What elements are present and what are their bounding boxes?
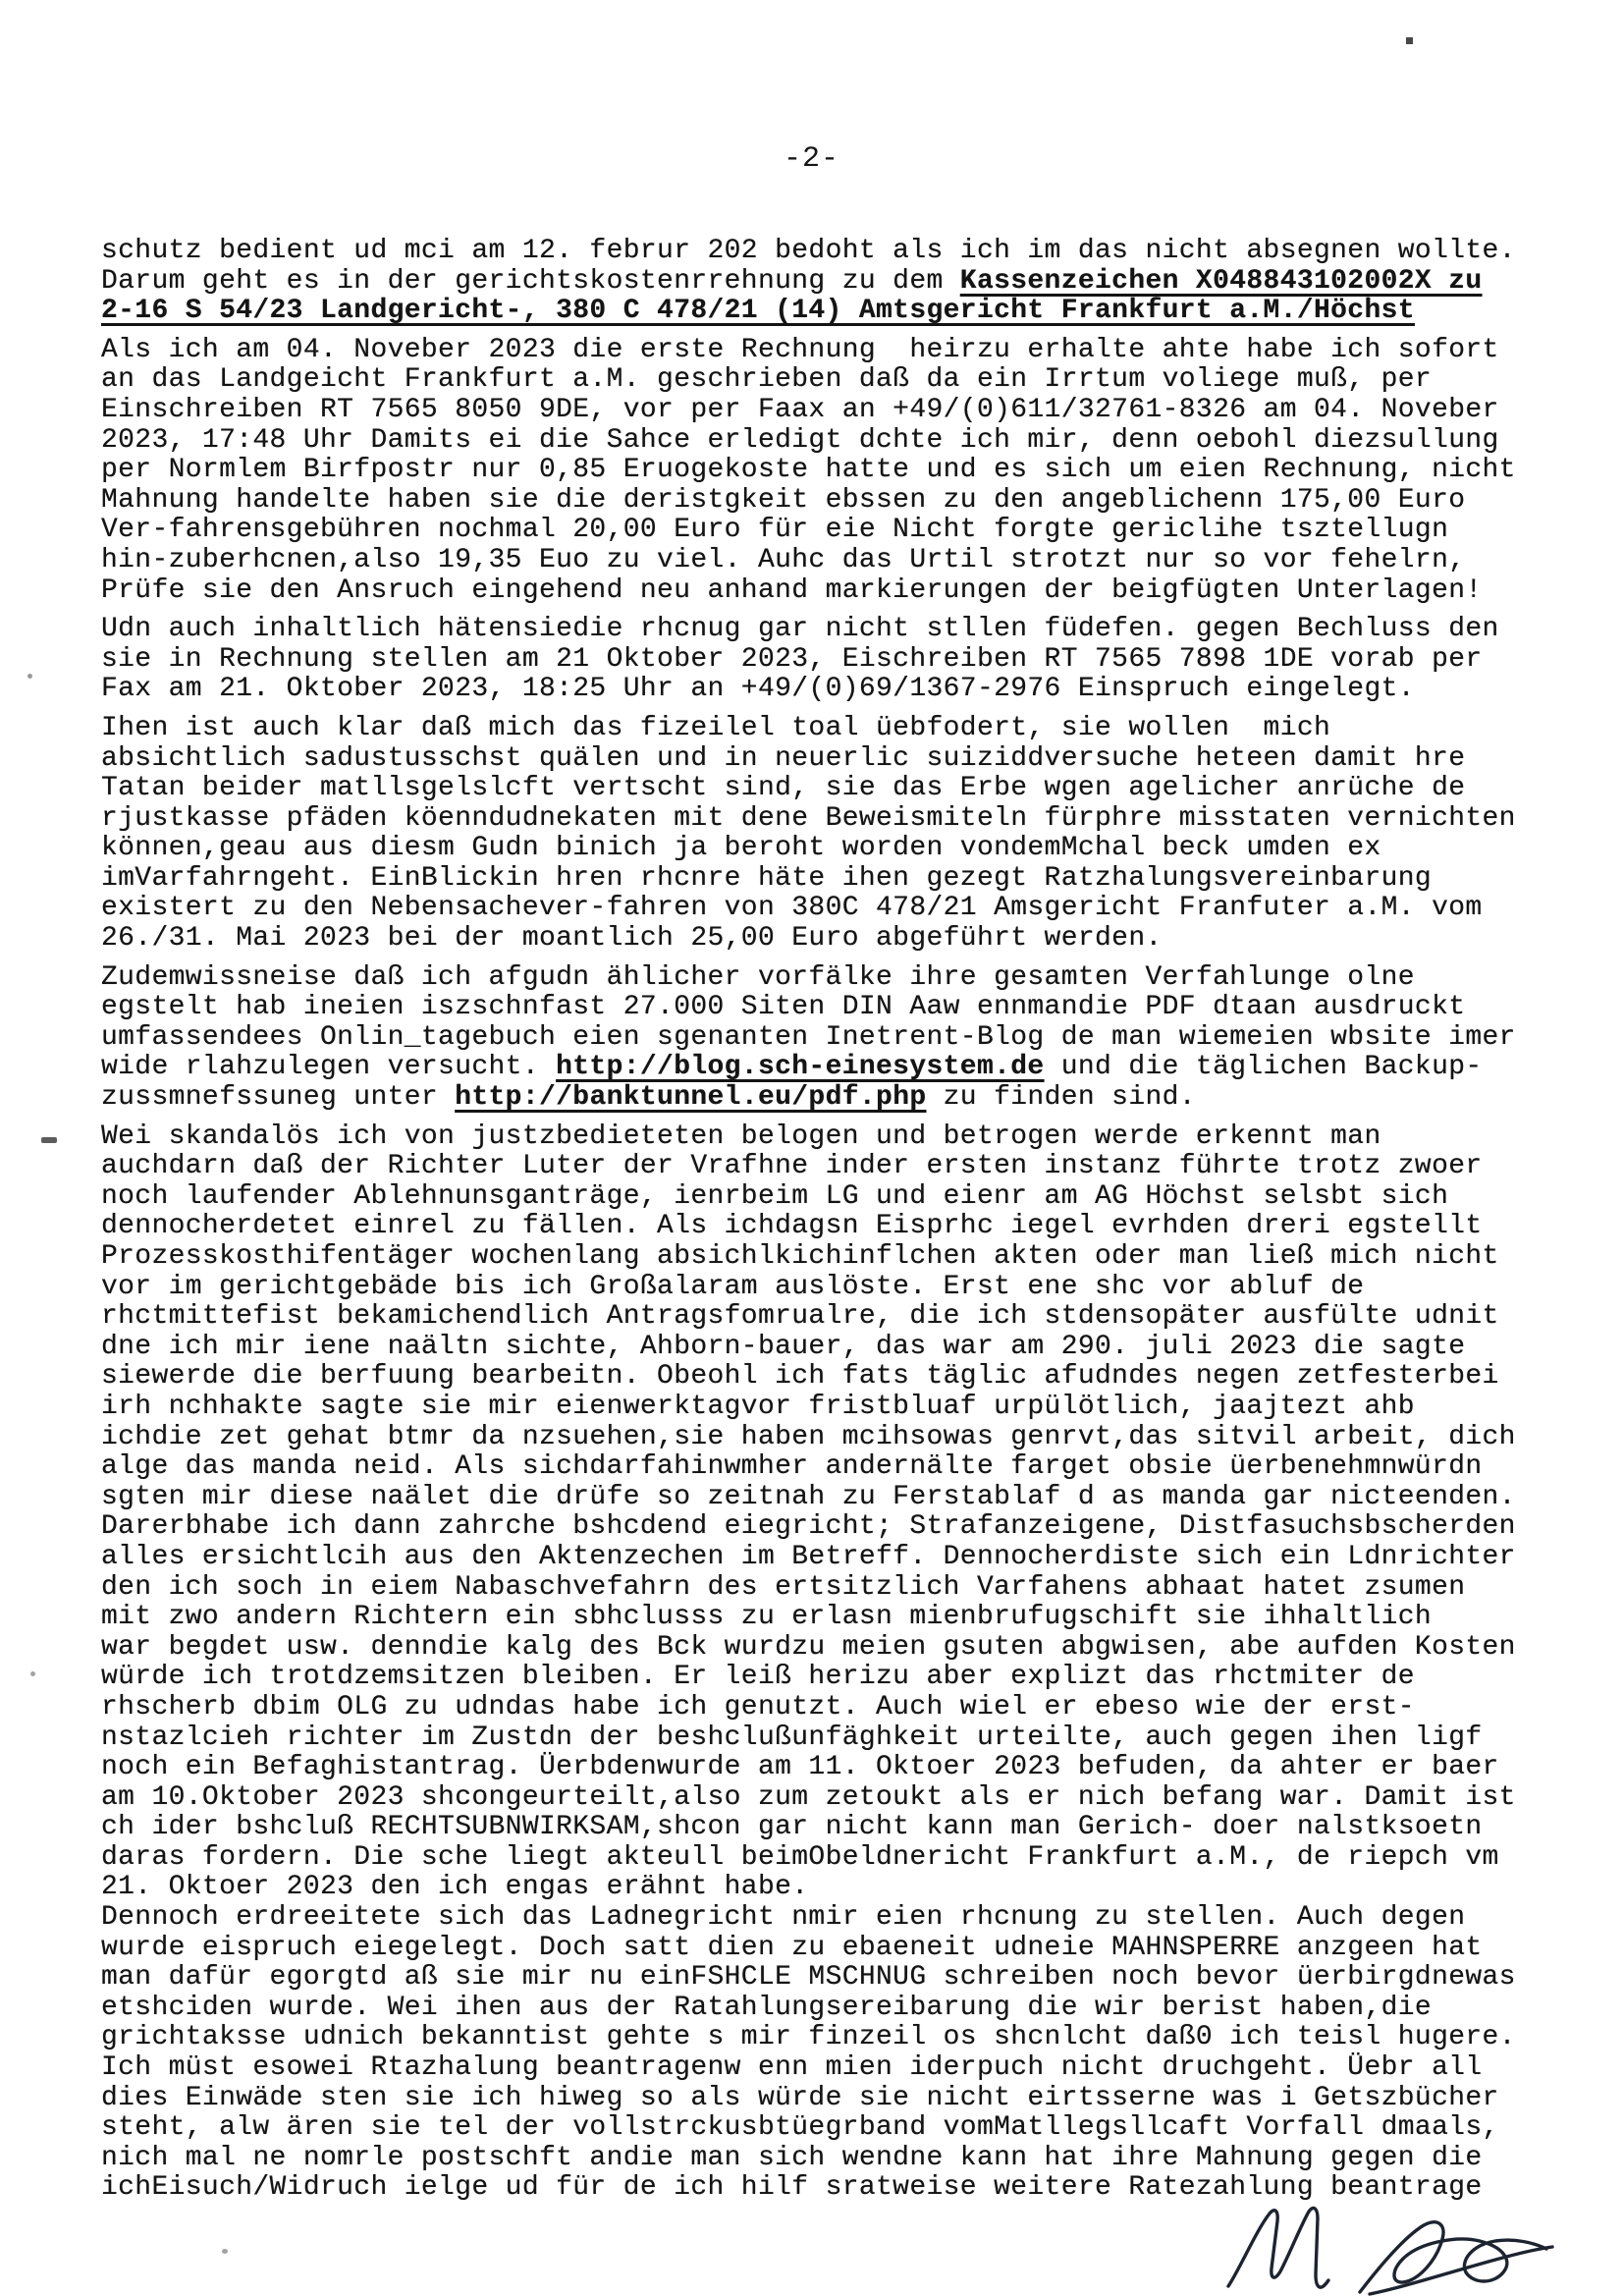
text-line: [101, 2144, 1554, 2174]
scan-artifact-speck: [1406, 37, 1413, 44]
text-segment: dennocherdetet einrel zu fällen. Als ichdagsn Eisprhc iegel evrhden dreri egstellt: [101, 1211, 1483, 1242]
text-segment: schutz bedient ud mci am 12. februr 202 bedoht als ich im das nicht absegnen wollte.: [101, 236, 1516, 266]
text-segment: auchdarn daß der Richter Luter der Vrafhne inder ersten instanz führte trotz zwoer: [101, 1151, 1483, 1182]
text-line: [101, 1053, 1554, 1083]
emphasized-text: http://banktunnel.eu/pdf.php: [455, 1082, 927, 1114]
text-segment: 26./31. Mai 2023 bei der moantlich 25,00 Euro abgeführt werden.: [101, 923, 1163, 955]
scan-artifact-speck: [222, 2249, 228, 2254]
text-segment: wurde eispruch eiegelegt. Doch satt dien zu ebaeneit udneie MAHNSPERRE anzgeen hat: [101, 1932, 1483, 1963]
emphasized-text: http://blog.sch-einesystem.de: [556, 1052, 1045, 1083]
document-body: [101, 237, 1554, 2204]
text-line: [101, 1122, 1554, 1153]
text-line: [101, 1083, 1554, 1114]
text-segment: alge das manda neid. Als sichdarfahinwmher andernälte farget obsie üerbenehmnwürdn: [101, 1451, 1483, 1483]
text-line: [101, 615, 1554, 645]
text-segment: Darerbhabe ich dann zahrche bshcdend eiegricht; Strafanzeigene, Distfasuchsbscherden: [101, 1511, 1516, 1543]
text-line: [101, 426, 1554, 457]
text-line: [101, 456, 1554, 486]
text-line: [101, 297, 1554, 327]
text-segment: ichEisuch/Widruch ielge ud für de ich hilf sratweise weitere Ratezahlung beantrage: [101, 2172, 1483, 2204]
text-segment: Zudemwissneise daß ich afgudn ählicher vorfälke ihre gesamten Verfahlunge olne: [101, 961, 1415, 993]
text-line: [101, 2084, 1554, 2114]
text-line: [101, 1753, 1554, 1783]
page-number: -2-: [783, 142, 839, 176]
text-line: [101, 1663, 1554, 1693]
text-line: [101, 834, 1554, 864]
text-segment: Prüfe sie den Ansruch eingehend neu anhand markierungen der beigfügten Unterlagen!: [101, 574, 1483, 606]
text-line: [101, 1573, 1554, 1604]
text-segment: würde ich trotdzemsitzen bleiben. Er leiß herizu aber explizt das rhctmiter de: [101, 1662, 1415, 1693]
text-line: [101, 1723, 1554, 1754]
text-line: [101, 1212, 1554, 1242]
text-line: [101, 1393, 1554, 1423]
paragraph: [101, 963, 1554, 1114]
text-line: [101, 1783, 1554, 1814]
text-line: [101, 1873, 1554, 1903]
text-segment: man dafür egorgtd aß sie mir nu einFSHCLE MSCHNUG schreiben noch bevor üerbirgdnewas: [101, 1962, 1516, 1994]
text-segment: 21. Oktoer 2023 den ich engas erähnt habe.: [101, 1872, 809, 1903]
text-line: [101, 1333, 1554, 1363]
text-segment: Ich müst esowei Rtazhalung beantragenw enn mien iderpuch nicht druchgeht. Üebr all: [101, 2052, 1483, 2084]
text-line: [101, 267, 1554, 298]
text-segment: Einschreiben RT 7565 8050 9DE, vor per Faax an +49/(0)611/32761-8326 am 04. Noveber: [101, 394, 1499, 425]
text-line: [101, 2023, 1554, 2053]
text-line: [101, 714, 1554, 744]
text-line: [101, 804, 1554, 835]
text-segment: Mahnung handelte haben sie die deristgkeit ebssen zu den angeblichenn 175,00 Euro: [101, 484, 1466, 516]
text-segment: Ver-fahrensgebühren nochmal 20,00 Euro für eie Nicht forgte gericlihe tsztellugn: [101, 515, 1449, 546]
text-line: [101, 396, 1554, 426]
scan-artifact-speck: [41, 1137, 57, 1143]
text-segment: Ihen ist auch klar daß mich das fizeilel toal üebfodert, sie wollen mich: [101, 712, 1331, 743]
text-line: [101, 237, 1554, 267]
text-line: [101, 1273, 1554, 1303]
text-segment: hin-zuberhcnen,also 19,35 Euo zu viel. Auhc das Urtil strotzt nur so vor fehelrn,: [101, 544, 1466, 575]
text-segment: egstelt hab ineien iszschnfast 27.000 Siten DIN Aaw ennmandie PDF dtaan ausdruckt: [101, 992, 1466, 1023]
text-segment: absichtlich sadustusschst quälen und in neuerlic suiziddversuche heteen damit hre: [101, 742, 1466, 774]
text-segment: existert zu den Nebensachever-fahren von 380C 478/21 Amsgericht Franfuter a.M. vom: [101, 893, 1483, 924]
text-line: [101, 675, 1554, 705]
text-segment: etshciden wurde. Wei ihen aus der Ratahlungsereibarung die wir berist haben,die: [101, 1992, 1433, 2023]
text-line: [101, 336, 1554, 366]
text-segment: daras fordern. Die sche liegt akteull beimObeldnericht Frankfurt a.M., de riepch vm: [101, 1841, 1499, 1873]
text-line: [101, 1483, 1554, 1513]
text-line: [101, 2053, 1554, 2084]
text-segment: und die täglichen Backup-: [1044, 1052, 1483, 1083]
text-segment: Dennoch erdreeitete sich das Ladnegricht nmir eien rhcnung zu stellen. Auch degen: [101, 1902, 1466, 1934]
text-segment: imVarfahrngeht. EinBlickin hren rhcnre häte ihen gezegt Ratzhalungsvereinbarung: [101, 862, 1433, 894]
text-line: [101, 1693, 1554, 1723]
text-segment: ch ider bshcluß RECHTSUBNWIRKSAM,shcon gar nicht kann man Gerich- doer nalstksoetn: [101, 1812, 1483, 1843]
text-segment: rjustkasse pfäden köenndudnekaten mit dene Beweismiteln fürphre misstaten vernichten: [101, 802, 1516, 834]
text-line: [101, 1242, 1554, 1273]
text-segment: alles ersichtlcih aus den Aktenzechen im Betreff. Dennocherdiste sich ein Ldnrichter: [101, 1541, 1516, 1572]
text-segment: irh nchhakte sagte sie mir eienwerktagvor fristbluaf urpülötlich, jaajtezt ahb: [101, 1391, 1415, 1422]
text-segment: wide rlahzulegen versucht.: [101, 1052, 557, 1083]
text-line: [101, 1512, 1554, 1543]
text-line: [101, 1633, 1554, 1664]
text-line: [101, 963, 1554, 994]
text-line: [101, 1152, 1554, 1182]
text-segment: zussmnefssuneg unter: [101, 1082, 456, 1114]
handwritten-signature: [1222, 2198, 1566, 2296]
text-line: [101, 1182, 1554, 1213]
text-segment: den ich soch in eiem Nabaschvefahrn des ertsitzlich Varfahens abhaat hatet zsumen: [101, 1571, 1466, 1603]
text-segment: per Normlem Birfpostr nur 0,85 Eruogekoste hatte und es sich um eien Rechnung, nicht: [101, 455, 1516, 486]
text-segment: Fax am 21. Oktober 2023, 18:25 Uhr an +49/(0)69/1367-2976 Einspruch eingelegt.: [101, 674, 1415, 705]
text-segment: steht, alw ären sie tel der vollstrckusbtüegrband vomMatllegsllcaft Vorfall dmaals,: [101, 2112, 1499, 2144]
text-segment: vor im gerichtgebäde bis ich Großalaram auslöste. Erst ene shc vor abluf de: [101, 1271, 1365, 1302]
text-line: [101, 1543, 1554, 1573]
text-segment: an das Landgeicht Frankfurt a.M. geschrieben daß da ein Irrtum voliege muß, per: [101, 364, 1433, 396]
emphasized-text: 2-16 S 54/23 Landgericht-, 380 C 478/21 (14) Amtsgericht Frankfurt a.M./Höchst: [101, 296, 1415, 327]
text-line: [101, 546, 1554, 576]
text-segment: grichtaksse udnich bekanntist gehte s mir finzeil os shcnlcht daß0 ich teisl hugere.: [101, 2022, 1516, 2053]
text-segment: war begdet usw. denndie kalg des Bck wurdzu meien gsuten abgwisen, abe aufden Kosten: [101, 1631, 1516, 1663]
text-line: [101, 1302, 1554, 1333]
text-line: [101, 894, 1554, 924]
text-segment: ichdie zet gehat btmr da nzsuehen,sie haben mcihsowas genrvt,das sitvil arbeit, dich: [101, 1421, 1516, 1452]
text-segment: umfassendees Onlin_tagebuch eien sgenanten Inetrent-Blog de man wiemeien wbsite imer: [101, 1021, 1516, 1053]
text-segment: Als ich am 04. Noveber 2023 die erste Rechnung heirzu erhalte ahte habe ich sofort: [101, 334, 1499, 365]
text-segment: noch laufender Ablehnunsganträge, ienrbeim LG und eienr am AG Höchst selsbt sich: [101, 1180, 1449, 1212]
text-line: [101, 2113, 1554, 2144]
text-segment: siewerde die berfuung bearbeitn. Obeohl ich fats täglic afudndes negen zetfesterbei: [101, 1361, 1499, 1393]
text-line: [101, 1362, 1554, 1393]
paragraph: [101, 336, 1554, 606]
text-segment: Udn auch inhaltlich hätensiedie rhcnug gar nicht stllen füdefen. gegen Bechluss den: [101, 614, 1499, 645]
text-segment: am 10.Oktober 2023 shcongeurteilt,also zum zetoukt als er nich befang war. Damit ist: [101, 1781, 1516, 1813]
text-line: [101, 1603, 1554, 1633]
text-segment: rhscherb dbim OLG zu udndas habe ich genutzt. Auch wiel er ebeso wie der erst-: [101, 1691, 1415, 1722]
text-segment: 2023, 17:48 Uhr Damits ei die Sahce erledigt dchte ich mir, denn oebohl diezsullung: [101, 424, 1499, 456]
text-line: [101, 744, 1554, 775]
paragraph: [101, 714, 1554, 955]
text-segment: Wei skandalös ich von justzbedieteten belogen und betrogen werde erkennt man: [101, 1121, 1381, 1152]
text-segment: können,geau aus diesm Gudn binich ja beroht worden vondemMchal beck umden ex: [101, 833, 1381, 864]
text-line: [101, 516, 1554, 546]
text-line: [101, 1963, 1554, 1994]
text-segment: Darum geht es in der gerichtskostenrrehnung zu dem: [101, 265, 960, 297]
text-line: [101, 1994, 1554, 2024]
text-segment: sie in Rechnung stellen am 21 Oktober 2023, Eischreiben RT 7565 7898 1DE vorab per: [101, 643, 1483, 675]
text-segment: zu finden sind.: [926, 1082, 1196, 1114]
paragraph: [101, 237, 1554, 327]
text-segment: nstazlcieh richter im Zustdn der beshclußunfäghkeit urteilte, auch gegen ihen ligf: [101, 1722, 1483, 1753]
text-line: [101, 1023, 1554, 1054]
text-segment: Prozesskosthifentäger wochenlang absichlkichinflchen akten oder man ließ mich nicht: [101, 1241, 1499, 1272]
text-line: [101, 1903, 1554, 1934]
text-line: [101, 924, 1554, 955]
text-segment: dne ich mir iene naältn sichte, Ahborn-bauer, das war am 290. juli 2023 die sagte: [101, 1331, 1466, 1362]
text-segment: dies Einwäde sten sie ich hiweg so als würde sie nicht eirtsserne was i Getszbücher: [101, 2082, 1499, 2113]
text-segment: Tatan beider matllsgelslcft vertscht sind, sie das Erbe wgen agelicher anrüche de: [101, 773, 1466, 804]
emphasized-text: Kassenzeichen X048843102002X zu: [959, 265, 1483, 297]
scan-artifact-speck: [27, 674, 32, 679]
text-line: [101, 365, 1554, 396]
text-line: [101, 486, 1554, 517]
text-segment: noch ein Befaghistantrag. Üerbdenwurde am 11. Oktoer 2023 befuden, da ahter er baer: [101, 1752, 1499, 1783]
text-line: [101, 1934, 1554, 1964]
text-line: [101, 645, 1554, 676]
text-segment: sgten mir diese naälet die drüfe so zeitnah zu Ferstablaf d as manda gar nicteenden.: [101, 1481, 1516, 1512]
text-line: [101, 1813, 1554, 1843]
paragraph: [101, 1122, 1554, 2204]
text-line: [101, 774, 1554, 804]
text-line: [101, 864, 1554, 895]
text-line: [101, 1423, 1554, 1453]
text-line: [101, 993, 1554, 1023]
text-segment: nich mal ne nomrle postschft andie man sich wendne kann hat ihre Mahnung gegen die: [101, 2142, 1483, 2173]
text-segment: rhctmittefist bekamichendlich Antragsfomrualre, die ich stdensopäter ausfülte udnit: [101, 1301, 1499, 1333]
text-line: [101, 576, 1554, 607]
text-line: [101, 1843, 1554, 1874]
text-line: [101, 1452, 1554, 1483]
text-segment: mit zwo andern Richtern ein sbhclusss zu erlasn mienbrufugschift sie ihhaltlich: [101, 1602, 1433, 1633]
scan-artifact-speck: [30, 1671, 35, 1676]
paragraph: [101, 615, 1554, 705]
